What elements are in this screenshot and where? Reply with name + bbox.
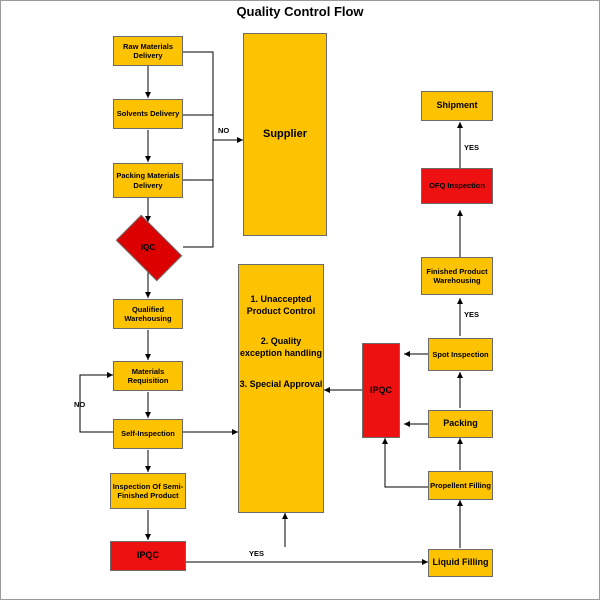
node-raw-materials-delivery[interactable]: Raw Materials Delivery: [113, 36, 183, 66]
edge-label-yes-spot: YES: [464, 310, 480, 319]
node-self-inspection[interactable]: Self-Inspection: [113, 419, 183, 449]
edge-label-no-requisition: NO: [74, 400, 86, 409]
node-ipqc-right[interactable]: IPQC: [362, 343, 400, 438]
edge-label-yes-bottom: YES: [249, 549, 265, 558]
node-spot-inspection[interactable]: Spot Inspection: [428, 338, 493, 371]
node-packing-materials-delivery[interactable]: Packing Materials Delivery: [113, 163, 183, 198]
node-materials-requisition[interactable]: Materials Requisition: [113, 361, 183, 391]
control-panel-line-1: 1. Unaccepted Product Control: [246, 294, 316, 317]
control-panel-line-3: 3. Special Approval: [239, 378, 323, 389]
node-iqc-label: IQC: [140, 242, 156, 252]
node-solvents-delivery[interactable]: Solvents Delivery: [113, 99, 183, 129]
node-control-panel[interactable]: [238, 264, 324, 513]
node-ofq-inspection[interactable]: OFQ Inspection: [421, 168, 493, 204]
node-liquid-filling[interactable]: Liquid Filling: [428, 549, 493, 577]
node-iqc-decision[interactable]: [120, 230, 176, 264]
node-finished-product-warehousing[interactable]: Finished Product Warehousing: [421, 257, 493, 295]
node-ipqc-left[interactable]: IPQC: [110, 541, 186, 571]
node-supplier[interactable]: Supplier: [243, 33, 327, 236]
edge-label-no-supplier: NO: [218, 126, 230, 135]
node-propellent-filling[interactable]: Propellent Filling: [428, 471, 493, 500]
page-title: Quality Control Flow: [236, 4, 364, 19]
node-packing[interactable]: Packing: [428, 410, 493, 438]
node-shipment[interactable]: Shipment: [421, 91, 493, 121]
control-panel-line-2: 2. Quality exception handling: [239, 336, 322, 359]
edge-label-yes-ofq: YES: [464, 143, 480, 152]
node-qualified-warehousing[interactable]: Qualified Warehousing: [113, 299, 183, 329]
node-inspection-of-semi-finished-product[interactable]: Inspection Of Semi-Finished Product: [110, 473, 186, 509]
